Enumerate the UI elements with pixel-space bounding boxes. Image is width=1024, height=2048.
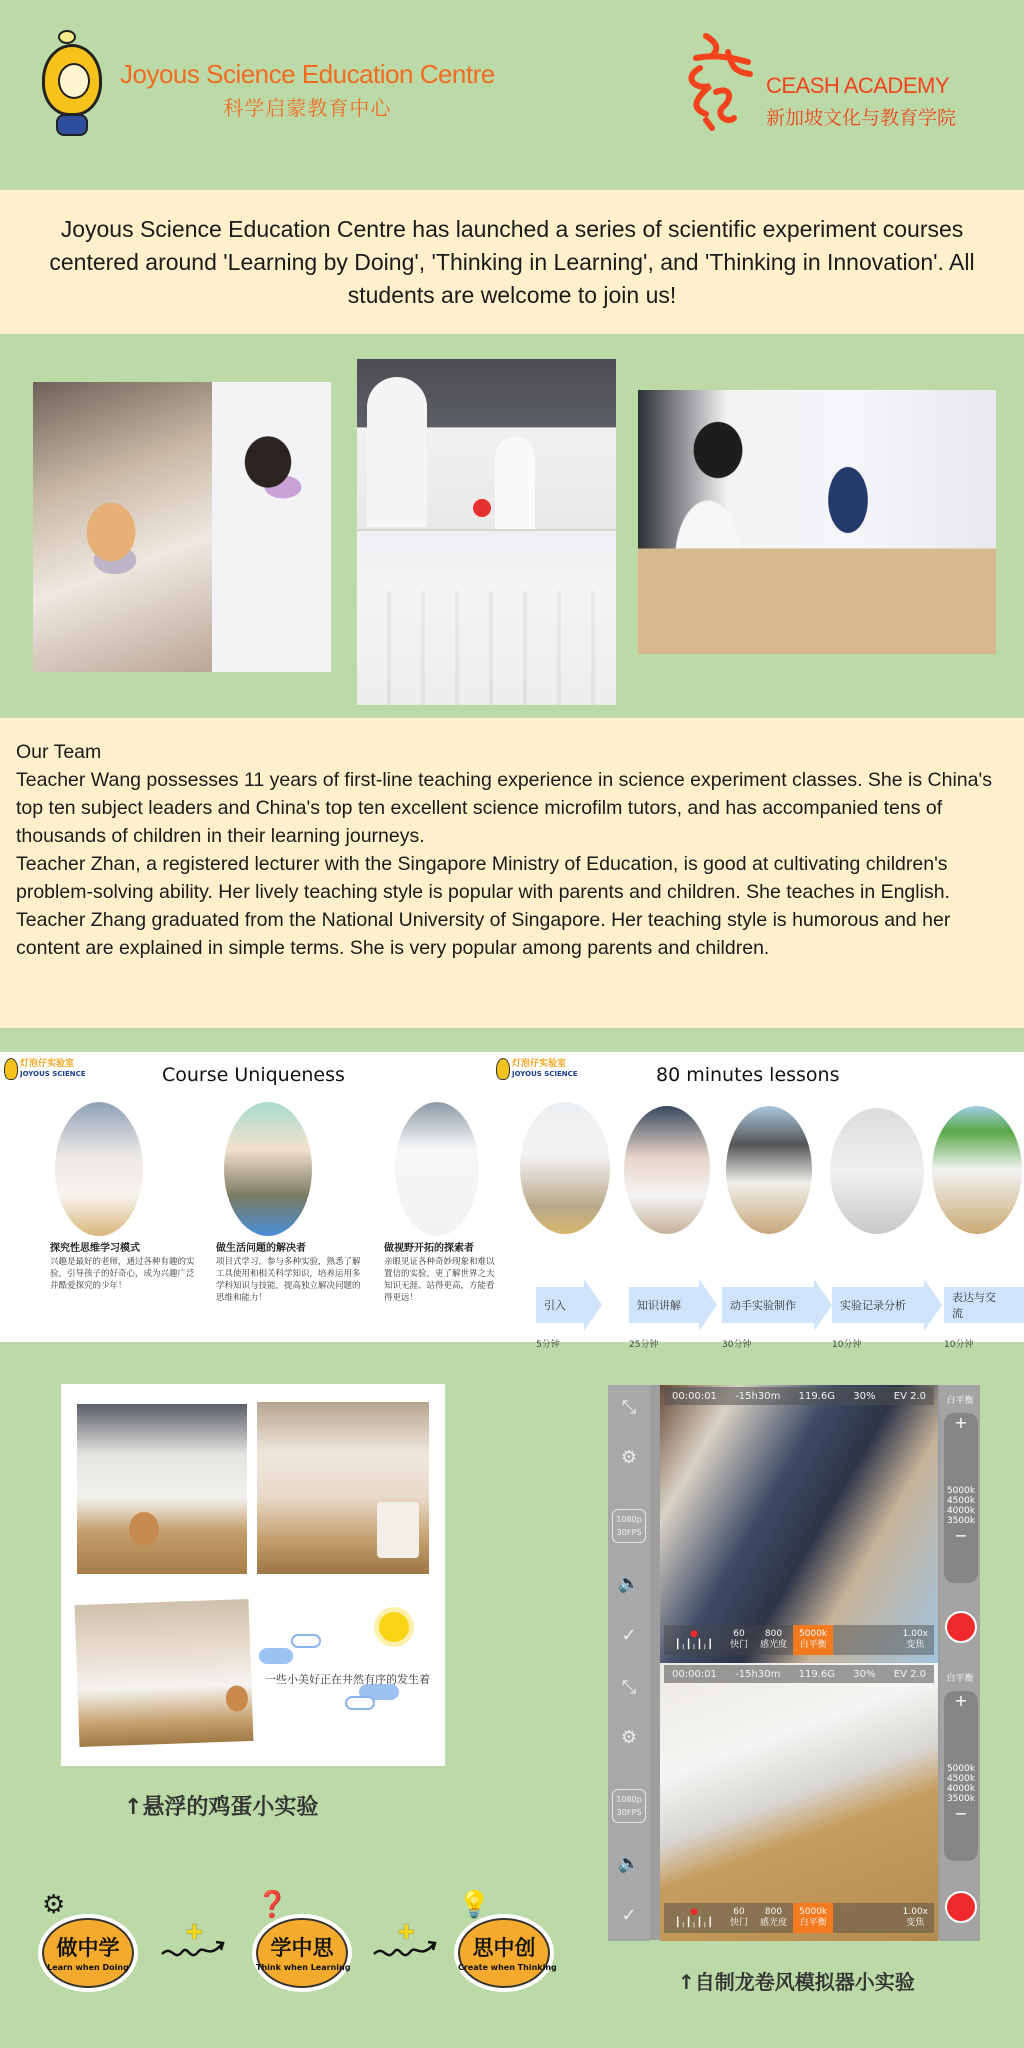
plus-icon: ✚ <box>398 1920 415 1944</box>
feature-3: 做视野开拓的探索者 亲眼见证各种奇妙现象和难以置信的实验，更了解世界之大知识无涯、站得更高，方能看得更远！ <box>384 1243 495 1303</box>
course-uniqueness-title: Course Uniqueness <box>162 1064 345 1086</box>
egg-experiment-card <box>61 1384 445 1766</box>
gear-icon[interactable]: ⚙ <box>620 1727 638 1748</box>
jse-name-en: Joyous Science Education Centre <box>120 59 495 89</box>
exposure-scale[interactable]: ● ┃╷┃╷┃╷┃ <box>675 1907 713 1928</box>
motto-create-when-thinking: 💡 思中创 Create when Thinking <box>450 1890 558 1990</box>
course-info-band <box>0 1052 1024 1350</box>
gears-icon: ⚙ <box>42 1890 66 1920</box>
minus-icon[interactable]: − <box>954 1526 968 1545</box>
speaker-icon[interactable]: 🔈 <box>617 1573 641 1594</box>
intro-panel <box>0 190 1024 334</box>
squiggle-arrow-icon <box>160 1934 226 1964</box>
gallery-photo-3 <box>638 390 996 654</box>
white-balance-setting[interactable]: 5000k 白平衡 <box>793 1903 833 1933</box>
lesson-step-3: 动手实验制作 30分钟 <box>722 1287 814 1350</box>
lesson-step-2: 知识讲解 25分钟 <box>629 1287 699 1350</box>
minus-icon[interactable]: − <box>954 1804 968 1823</box>
resolution-button[interactable]: 1080p 30FPS <box>612 1789 646 1823</box>
camera-viewfinder <box>660 1663 938 1941</box>
zoom-setting[interactable]: 1.00x 变焦 <box>902 1907 928 1928</box>
team-paragraph-zhang: Teacher Zhang graduated from the National University of Singapore. Her teaching style is humorous and her content are explained in simple terms. She is very popular among parents and children. <box>16 909 951 959</box>
handwritten-note: 一些小美好正在井然有序的发生着 <box>265 1673 430 1686</box>
sun-icon <box>379 1612 409 1642</box>
lightbulb-icon: 💡 <box>458 1890 491 1920</box>
lesson-flow-section <box>496 1052 1024 1350</box>
cloud-icon <box>291 1634 321 1648</box>
lightbulb-mascot-icon <box>36 30 116 150</box>
resolution-button[interactable]: 1080p 30FPS <box>612 1509 646 1543</box>
plus-arrow-connector <box>160 1920 226 1966</box>
camera-viewfinder <box>660 1385 938 1663</box>
team-heading: Our Team <box>16 741 102 763</box>
egg-experiment-caption: ↑悬浮的鸡蛋小实验 <box>124 1795 319 1820</box>
squiggle-arrow-icon <box>372 1934 438 1964</box>
plus-arrow-connector <box>372 1920 438 1966</box>
our-team-panel <box>0 718 1024 1028</box>
jse-name-cn: 科学启蒙教育中心 <box>223 96 392 120</box>
lesson-photo-4 <box>830 1108 924 1234</box>
shutter-setting[interactable]: 60 快门 <box>730 1629 749 1650</box>
egg-photo-2 <box>257 1402 429 1574</box>
white-balance-slider[interactable]: + 5000k 4500k 4000k 3500k − <box>944 1691 978 1861</box>
motto-learn-when-doing: ⚙ 做中学 Learn when Doing <box>34 1890 142 1990</box>
ceash-name-cn: 新加坡文化与教育学院 <box>766 107 957 129</box>
camera-frame-1 <box>608 1385 980 1663</box>
camera-frame-2 <box>608 1663 980 1941</box>
header-banner <box>0 0 1024 188</box>
lesson-photo-1 <box>520 1102 610 1234</box>
feature-1: 探究性思维学习模式 兴趣是最好的老师，通过各种有趣的实验，引导孩子的好奇心，成为兴趣广泛并酷爱探究的少年！ <box>50 1243 195 1291</box>
lesson-photo-3 <box>726 1106 812 1234</box>
tornado-experiment-caption: ↑自制龙卷风模拟器小实验 <box>678 1970 915 1994</box>
camera-status-bar: 00:00:01 -15h30m 119.6G 30% EV 2.0 <box>664 1387 934 1405</box>
motto-think-when-learning: ❓ 学中思 Think when Learning <box>248 1890 356 1990</box>
lesson-step-4: 实验记录分析 10分钟 <box>832 1287 924 1350</box>
feature-photo-1 <box>55 1102 143 1236</box>
lightbulb-icon <box>4 1058 18 1080</box>
camera-right-toolbar: 白平衡 + 5000k 4500k 4000k 3500k − <box>940 1385 980 1663</box>
egg-photo-1 <box>77 1404 247 1574</box>
shutter-setting[interactable]: 60 快门 <box>730 1907 749 1928</box>
plus-icon[interactable]: + <box>954 1413 968 1432</box>
record-button[interactable] <box>945 1891 977 1923</box>
gallery-photo-2 <box>357 359 616 705</box>
intro-text: Joyous Science Education Centre has launched a series of scientific experiment courses centered around 'Learning by Doing', 'Thinking in Learning', and 'Thinking in Innovation'. All students are welcome to join us! <box>49 215 975 308</box>
feature-photo-2 <box>224 1102 312 1236</box>
feature-2: 做生活问题的解决者 项目式学习，参与多种实验，熟悉了解工具使用和相关科学知识，培养运用多学科知识与技能，提高独立解决问题的思维和能力！ <box>216 1243 361 1303</box>
camera-settings-bar <box>664 1625 934 1655</box>
cloud-icon <box>259 1648 293 1664</box>
gear-icon[interactable]: ⚙ <box>620 1447 638 1468</box>
ceash-academy-logo <box>676 28 956 132</box>
camera-status-bar: 00:00:01 -15h30m 119.6G 30% EV 2.0 <box>664 1665 934 1683</box>
cloud-icon <box>345 1696 375 1710</box>
plus-icon[interactable]: + <box>954 1691 968 1710</box>
iso-setting[interactable]: 800 感光度 <box>760 1907 788 1928</box>
battery-icon: 30% <box>853 1668 876 1680</box>
speech-bubble-question-icon: ❓ <box>256 1890 289 1920</box>
speaker-icon[interactable]: 🔈 <box>617 1853 641 1874</box>
lesson-step-1: 引入 5分钟 <box>536 1287 584 1350</box>
lesson-photo-2 <box>624 1106 710 1234</box>
collapse-icon[interactable]: ⤡ <box>621 1677 637 1698</box>
egg-photo-3 <box>75 1599 254 1747</box>
lesson-flow-title: 80 minutes lessons <box>656 1064 840 1086</box>
camera-settings-bar <box>664 1903 934 1933</box>
lesson-step-5: 表达与交流 10分钟 <box>944 1287 1024 1350</box>
lightbulb-icon <box>496 1058 510 1080</box>
joyous-science-mini-logo: 灯泡仔实验室 JOYOUS SCIENCE <box>4 1058 86 1080</box>
camera-left-toolbar <box>608 1385 650 1663</box>
white-balance-setting[interactable]: 5000k 白平衡 <box>793 1625 833 1655</box>
iso-setting[interactable]: 800 感光度 <box>760 1629 788 1650</box>
photo-gallery <box>0 334 1024 714</box>
lesson-photo-5 <box>932 1106 1022 1234</box>
zoom-setting[interactable]: 1.00x 变焦 <box>902 1629 928 1650</box>
team-paragraph-zhan: Teacher Zhan, a registered lecturer with the Singapore Ministry of Education, is good at cultivating children's problem-solving ability. Her lively teaching style is popular with parents and children. She teaches in English. <box>16 853 950 903</box>
gallery-photo-1 <box>33 382 331 672</box>
feature-photo-3 <box>395 1102 479 1236</box>
camera-right-toolbar: 白平衡 + 5000k 4500k 4000k 3500k − <box>940 1663 980 1941</box>
camera-app-screenshots <box>608 1385 980 1940</box>
team-paragraph-wang: Teacher Wang possesses 11 years of first-line teaching experience in science experiment classes. She is China's top ten subject leaders and China's top ten excellent science microfilm tutors, and has accompanied tens of thousands of children in their learning journeys. <box>16 769 992 847</box>
camera-left-toolbar <box>608 1663 650 1941</box>
record-button[interactable] <box>945 1611 977 1643</box>
collapse-icon[interactable]: ⤡ <box>621 1397 637 1418</box>
checkmark-icon[interactable]: ✓ <box>621 1625 637 1646</box>
joyous-science-logo <box>36 30 495 150</box>
dragon-calligraphy-icon <box>676 28 764 132</box>
white-balance-slider[interactable]: + 5000k 4500k 4000k 3500k − <box>944 1413 978 1583</box>
ceash-name-en: CEASH ACADEMY <box>766 73 949 98</box>
course-uniqueness-section <box>0 1052 500 1342</box>
battery-icon: 30% <box>853 1390 876 1402</box>
plus-icon: ✚ <box>186 1920 203 1944</box>
exposure-scale[interactable]: ● ┃╷┃╷┃╷┃ <box>675 1629 713 1650</box>
joyous-science-mini-logo: 灯泡仔实验室 JOYOUS SCIENCE <box>496 1058 578 1080</box>
checkmark-icon[interactable]: ✓ <box>621 1905 637 1926</box>
